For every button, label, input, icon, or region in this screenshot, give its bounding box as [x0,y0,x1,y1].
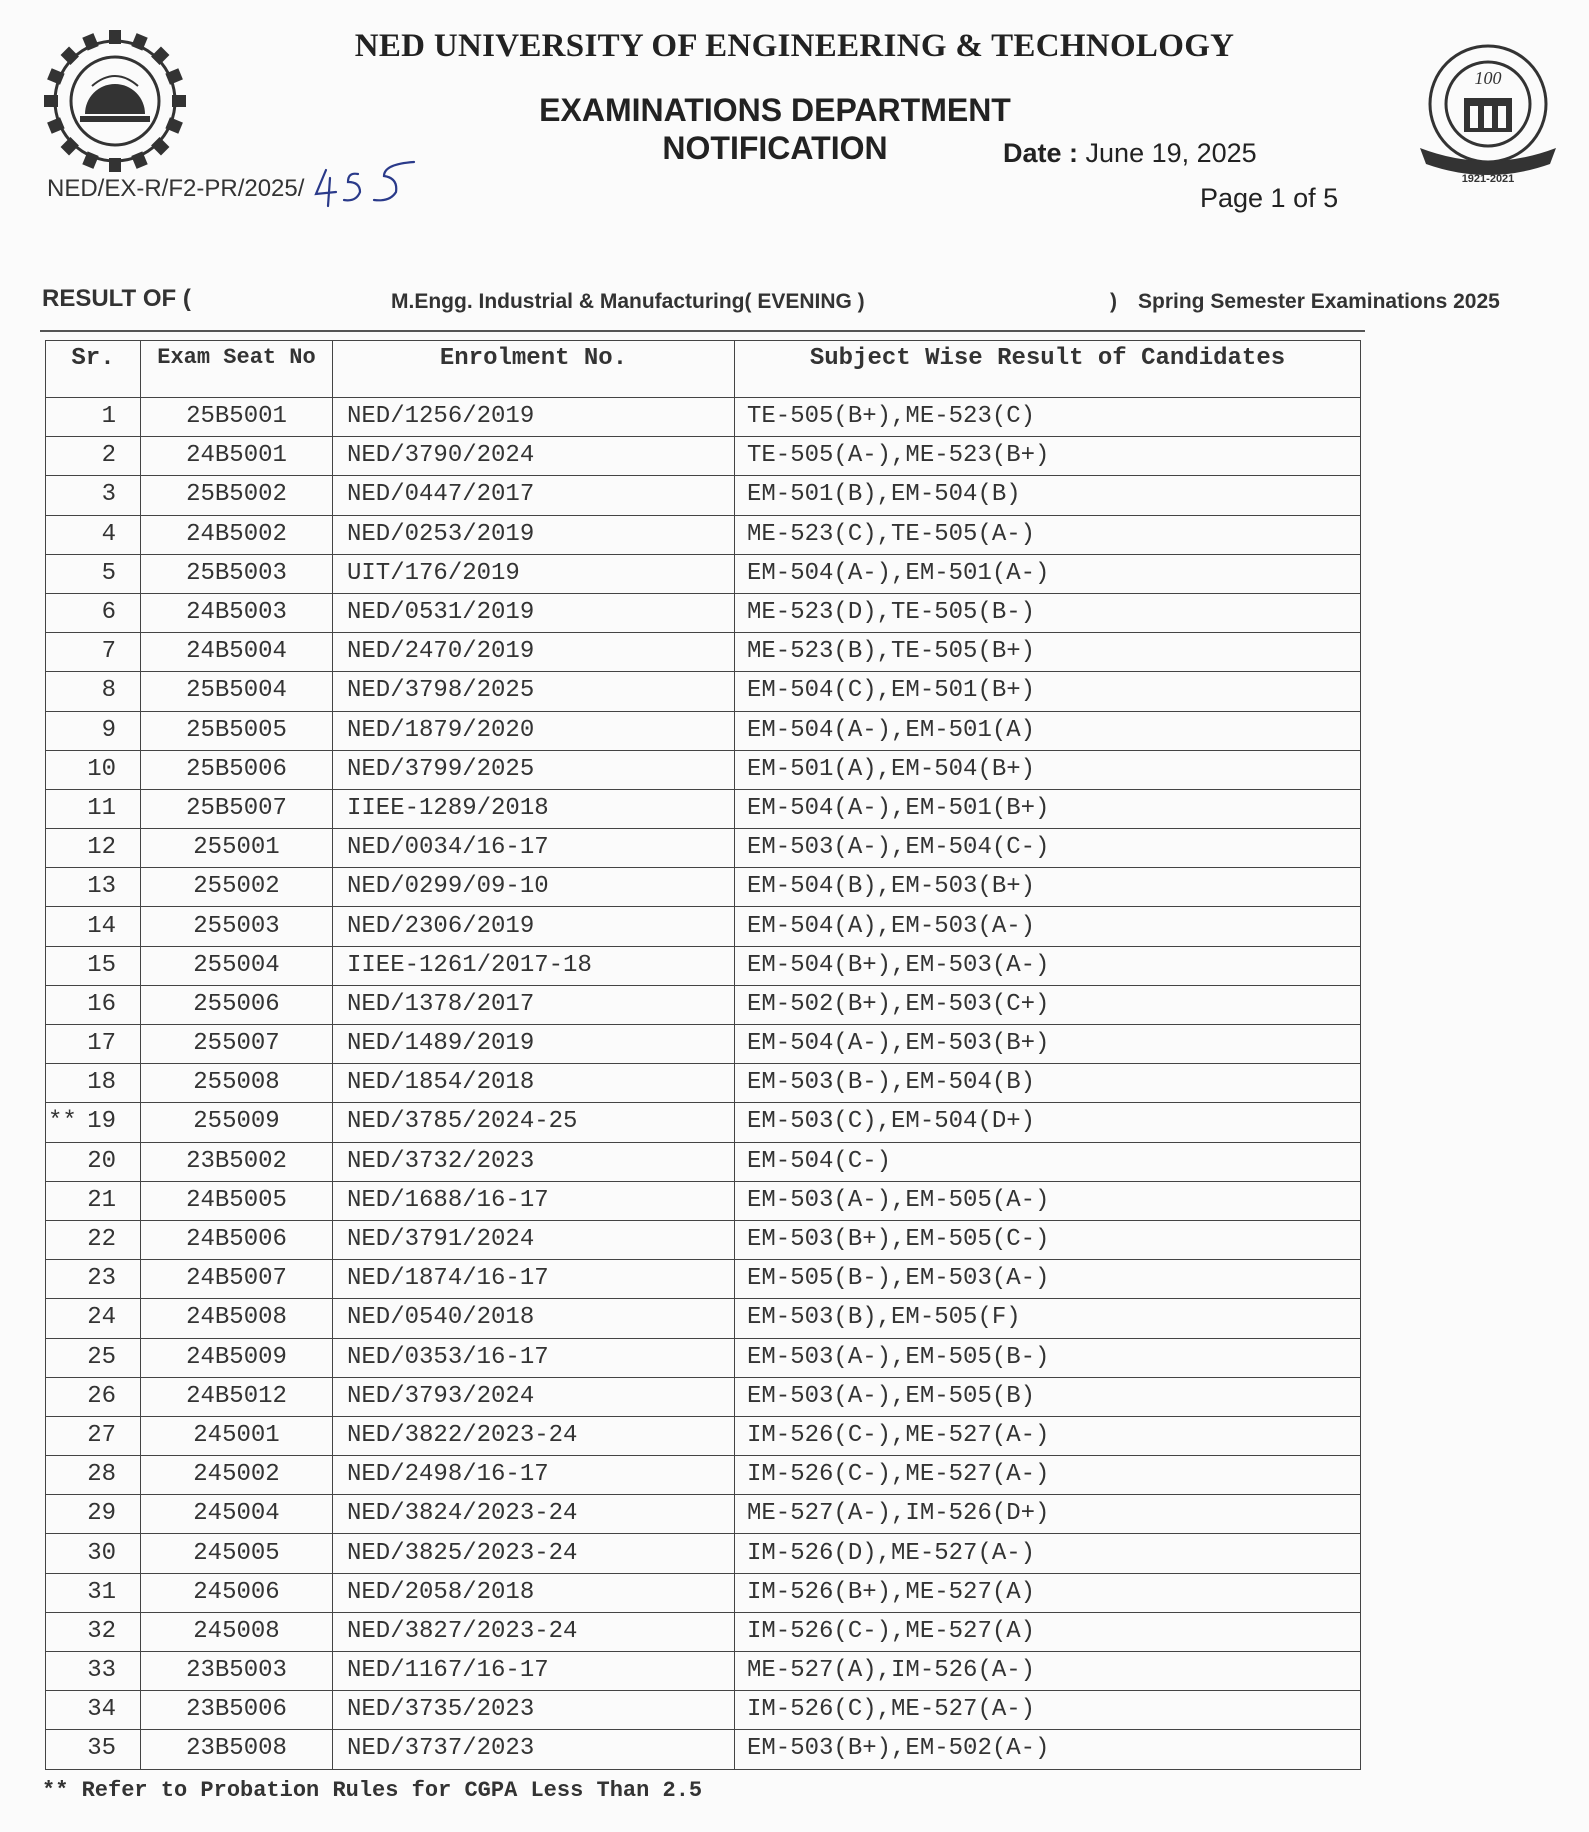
cell-enrolment: NED/1256/2019 [333,398,735,437]
table-row [46,829,1361,868]
cell-result: EM-504(A-),EM-501(B+) [735,789,1361,828]
table-row [46,633,1361,672]
cell-exam-seat: 23B5008 [141,1730,333,1769]
cell-sr [46,1495,141,1534]
cell-result: EM-504(C),EM-501(B+) [735,672,1361,711]
cell-result: EM-503(B-),EM-504(B) [735,1064,1361,1103]
cell-sr [46,868,141,907]
cell-result: EM-503(A-),EM-505(A-) [735,1181,1361,1220]
handwritten-reference-number [312,158,422,208]
cell-exam-seat: 245001 [141,1416,333,1455]
table-row [46,476,1361,515]
table-row [46,1534,1361,1573]
cell-result: EM-505(B-),EM-503(A-) [735,1260,1361,1299]
cell-exam-seat: 25B5005 [141,711,333,750]
cell-sr [46,1299,141,1338]
cell-result: EM-503(B+),EM-505(C-) [735,1220,1361,1259]
cell-sr [46,1181,141,1220]
cell-result: EM-502(B+),EM-503(C+) [735,985,1361,1024]
header-enrolment: Enrolment No. [333,341,735,398]
semester-name: Spring Semester Examinations 2025 [1138,290,1500,313]
cell-sr [46,554,141,593]
table-row [46,1612,1361,1651]
cell-enrolment: NED/1378/2017 [333,985,735,1024]
cell-enrolment: NED/0447/2017 [333,476,735,515]
table-row [46,593,1361,632]
cell-result: EM-503(A-),EM-504(C-) [735,829,1361,868]
cell-enrolment: NED/3799/2025 [333,750,735,789]
cell-enrolment: NED/3824/2023-24 [333,1495,735,1534]
cell-sr [46,1220,141,1259]
table-row [46,711,1361,750]
table-row [46,1495,1361,1534]
cell-exam-seat: 245004 [141,1495,333,1534]
cell-enrolment: NED/0540/2018 [333,1299,735,1338]
serial-number: 35 [87,1735,116,1763]
centenary-years: 1921-2021 [1461,173,1515,185]
cell-exam-seat: 24B5002 [141,515,333,554]
table-row [46,1377,1361,1416]
cell-sr [46,946,141,985]
cell-sr [46,1416,141,1455]
cell-sr [46,672,141,711]
cell-enrolment: IIEE-1289/2018 [333,789,735,828]
cell-exam-seat: 245006 [141,1573,333,1612]
cell-exam-seat: 24B5006 [141,1220,333,1259]
table-row [46,1416,1361,1455]
serial-number: 17 [87,1030,116,1058]
cell-exam-seat: 255002 [141,868,333,907]
cell-sr [46,1142,141,1181]
cell-exam-seat: 255006 [141,985,333,1024]
table-row [46,398,1361,437]
cell-enrolment: NED/1874/16-17 [333,1260,735,1299]
cell-result: IM-526(C-),ME-527(A) [735,1612,1361,1651]
cell-result: EM-503(A-),EM-505(B) [735,1377,1361,1416]
notification-date [1003,138,1257,169]
serial-number: 33 [87,1657,116,1685]
cell-result: EM-503(C),EM-504(D+) [735,1103,1361,1142]
cell-enrolment: NED/3825/2023-24 [333,1534,735,1573]
table-row [46,1181,1361,1220]
program-name: M.Engg. Industrial & Manufacturing( EVENING ) [391,290,865,313]
cell-result: EM-503(B),EM-505(F) [735,1299,1361,1338]
cell-enrolment: IIEE-1261/2017-18 [333,946,735,985]
cell-enrolment: NED/3793/2024 [333,1377,735,1416]
table-row [46,1260,1361,1299]
cell-result: EM-503(A-),EM-505(B-) [735,1338,1361,1377]
cell-enrolment: NED/1854/2018 [333,1064,735,1103]
serial-number: 14 [87,912,116,940]
cell-exam-seat: 24B5005 [141,1181,333,1220]
cell-result: EM-504(C-) [735,1142,1361,1181]
cell-result: ME-523(B),TE-505(B+) [735,633,1361,672]
date-value: June 19, 2025 [1085,138,1257,168]
notification-title: NOTIFICATION [662,130,888,166]
serial-number: 7 [101,638,116,666]
serial-number: 1 [101,403,116,431]
cell-result: EM-504(A-),EM-503(B+) [735,1025,1361,1064]
university-name: NED UNIVERSITY OF ENGINEERING & TECHNOLOGY [354,28,1235,64]
cell-sr [46,1534,141,1573]
cell-sr [46,593,141,632]
table-row [46,515,1361,554]
cell-exam-seat: 23B5003 [141,1652,333,1691]
table-row [46,1338,1361,1377]
cell-enrolment: NED/3785/2024-25 [333,1103,735,1142]
table-row [46,985,1361,1024]
serial-number: 15 [87,951,116,979]
cell-enrolment: NED/3790/2024 [333,437,735,476]
cell-exam-seat: 245002 [141,1456,333,1495]
cell-exam-seat: 255008 [141,1064,333,1103]
cell-sr [46,1377,141,1416]
cell-exam-seat: 25B5001 [141,398,333,437]
cell-exam-seat: 24B5008 [141,1299,333,1338]
cell-exam-seat: 25B5003 [141,554,333,593]
cell-sr [46,1338,141,1377]
cell-enrolment: NED/3791/2024 [333,1220,735,1259]
cell-enrolment: NED/2306/2019 [333,907,735,946]
cell-sr [46,398,141,437]
cell-result: EM-504(A-),EM-501(A) [735,711,1361,750]
table-row [46,554,1361,593]
cell-sr [46,437,141,476]
table-row [46,789,1361,828]
serial-number: 9 [101,716,116,744]
cell-enrolment: NED/0253/2019 [333,515,735,554]
cell-enrolment: NED/2498/16-17 [333,1456,735,1495]
results-table [45,340,1361,1770]
cell-result: EM-501(B),EM-504(B) [735,476,1361,515]
cell-result: EM-504(A),EM-503(A-) [735,907,1361,946]
cell-result: IM-526(D),ME-527(A-) [735,1534,1361,1573]
cell-enrolment: NED/1879/2020 [333,711,735,750]
result-close-paren: ) [1110,290,1117,313]
cell-sr [46,1260,141,1299]
centenary-100-text: 100 [1474,68,1502,88]
cell-result: IM-526(B+),ME-527(A) [735,1573,1361,1612]
header-rule [40,330,1365,332]
cell-sr [46,1730,141,1769]
serial-number: 11 [87,794,116,822]
cell-exam-seat: 255007 [141,1025,333,1064]
serial-number: 21 [87,1186,116,1214]
serial-number: 32 [87,1617,116,1645]
probation-footnote: ** Refer to Probation Rules for CGPA Less Than 2.5 [42,1778,703,1803]
cell-enrolment: NED/0299/09-10 [333,868,735,907]
cell-result: ME-527(A),IM-526(A-) [735,1652,1361,1691]
cell-exam-seat: 24B5004 [141,633,333,672]
table-row [46,1730,1361,1769]
cell-sr [46,1025,141,1064]
serial-number: 8 [101,677,116,705]
serial-number: 2 [101,442,116,470]
probation-flag: ** [48,1108,77,1136]
serial-number: 25 [87,1343,116,1371]
table-row [46,672,1361,711]
cell-enrolment: NED/3822/2023-24 [333,1416,735,1455]
serial-number: 23 [87,1265,116,1293]
serial-number: 28 [87,1461,116,1489]
serial-number: 29 [87,1500,116,1528]
cell-enrolment: NED/1489/2019 [333,1025,735,1064]
serial-number: 5 [101,559,116,587]
cell-exam-seat: 255004 [141,946,333,985]
cell-sr [46,985,141,1024]
cell-exam-seat: 24B5001 [141,437,333,476]
serial-number: 20 [87,1147,116,1175]
cell-enrolment: NED/3737/2023 [333,1730,735,1769]
serial-number: 26 [87,1382,116,1410]
table-row [46,1691,1361,1730]
serial-number: 27 [87,1421,116,1449]
result-of-label: RESULT OF ( [42,285,191,312]
cell-exam-seat: 255001 [141,829,333,868]
table-row [46,1652,1361,1691]
cell-enrolment: NED/1688/16-17 [333,1181,735,1220]
page-indicator: Page 1 of 5 [1200,183,1339,213]
table-row [46,1025,1361,1064]
cell-exam-seat: 245008 [141,1612,333,1651]
cell-sr [46,1103,141,1142]
serial-number: 6 [101,599,116,627]
cell-sr [46,1573,141,1612]
cell-exam-seat: 25B5004 [141,672,333,711]
table-row [46,946,1361,985]
table-row [46,1299,1361,1338]
cell-exam-seat: 24B5003 [141,593,333,632]
cell-result: TE-505(B+),ME-523(C) [735,398,1361,437]
cell-sr [46,633,141,672]
department-name: EXAMINATIONS DEPARTMENT [539,92,1011,128]
cell-sr [46,1456,141,1495]
cell-result: ME-527(A-),IM-526(D+) [735,1495,1361,1534]
cell-enrolment: NED/3732/2023 [333,1142,735,1181]
serial-number: 34 [87,1696,116,1724]
cell-exam-seat: 245005 [141,1534,333,1573]
table-row [46,1064,1361,1103]
cell-exam-seat: 255003 [141,907,333,946]
cell-exam-seat: 25B5006 [141,750,333,789]
cell-enrolment: NED/3735/2023 [333,1691,735,1730]
cell-result: IM-526(C-),ME-527(A-) [735,1416,1361,1455]
serial-number: 30 [87,1539,116,1567]
cell-result: ME-523(D),TE-505(B-) [735,593,1361,632]
serial-number: 19 [87,1108,116,1136]
cell-sr [46,829,141,868]
table-row [46,1142,1361,1181]
table-row [46,907,1361,946]
cell-enrolment: UIT/176/2019 [333,554,735,593]
cell-enrolment: NED/2470/2019 [333,633,735,672]
reference-number: NED/EX-R/F2-PR/2025/ [47,175,305,202]
cell-enrolment: NED/0531/2019 [333,593,735,632]
cell-result: TE-505(A-),ME-523(B+) [735,437,1361,476]
cell-sr [46,711,141,750]
serial-number: 12 [87,834,116,862]
cell-enrolment: NED/0353/16-17 [333,1338,735,1377]
table-row [46,1456,1361,1495]
cell-sr [46,1691,141,1730]
serial-number: 3 [101,481,116,509]
cell-result: EM-504(B),EM-503(B+) [735,868,1361,907]
cell-exam-seat: 25B5007 [141,789,333,828]
cell-exam-seat: 24B5009 [141,1338,333,1377]
serial-number: 13 [87,873,116,901]
cell-exam-seat: 23B5002 [141,1142,333,1181]
serial-number: 10 [87,755,116,783]
serial-number: 16 [87,990,116,1018]
cell-exam-seat: 25B5002 [141,476,333,515]
cell-exam-seat: 23B5006 [141,1691,333,1730]
cell-result: EM-504(B+),EM-503(A-) [735,946,1361,985]
header-sr: Sr. [46,341,141,398]
cell-exam-seat: 24B5012 [141,1377,333,1416]
table-row [46,437,1361,476]
cell-result: EM-503(B+),EM-502(A-) [735,1730,1361,1769]
cell-sr [46,907,141,946]
cell-sr [46,1612,141,1651]
date-label: Date : [1003,138,1079,168]
header-exam-seat: Exam Seat No [141,341,333,398]
cell-enrolment: NED/1167/16-17 [333,1652,735,1691]
cell-sr [46,1064,141,1103]
cell-exam-seat: 255009 [141,1103,333,1142]
cell-enrolment: NED/3798/2025 [333,672,735,711]
table-row [46,1573,1361,1612]
cell-enrolment: NED/0034/16-17 [333,829,735,868]
cell-exam-seat: 24B5007 [141,1260,333,1299]
serial-number: 31 [87,1578,116,1606]
cell-enrolment: NED/3827/2023-24 [333,1612,735,1651]
header-result: Subject Wise Result of Candidates [735,341,1361,398]
cell-enrolment: NED/2058/2018 [333,1573,735,1612]
cell-sr [46,1652,141,1691]
table-row [46,1220,1361,1259]
table-row [46,1103,1361,1142]
cell-result: IM-526(C-),ME-527(A-) [735,1456,1361,1495]
cell-sr [46,476,141,515]
serial-number: 18 [87,1069,116,1097]
serial-number: 22 [87,1226,116,1254]
cell-result: EM-504(A-),EM-501(A-) [735,554,1361,593]
cell-result: EM-501(A),EM-504(B+) [735,750,1361,789]
cell-result: IM-526(C),ME-527(A-) [735,1691,1361,1730]
table-header-row [46,341,1361,398]
serial-number: 4 [101,520,116,548]
table-row [46,750,1361,789]
table-row [46,868,1361,907]
serial-number: 24 [87,1304,116,1332]
cell-sr [46,789,141,828]
cell-sr [46,750,141,789]
cell-result: ME-523(C),TE-505(A-) [735,515,1361,554]
cell-sr [46,515,141,554]
